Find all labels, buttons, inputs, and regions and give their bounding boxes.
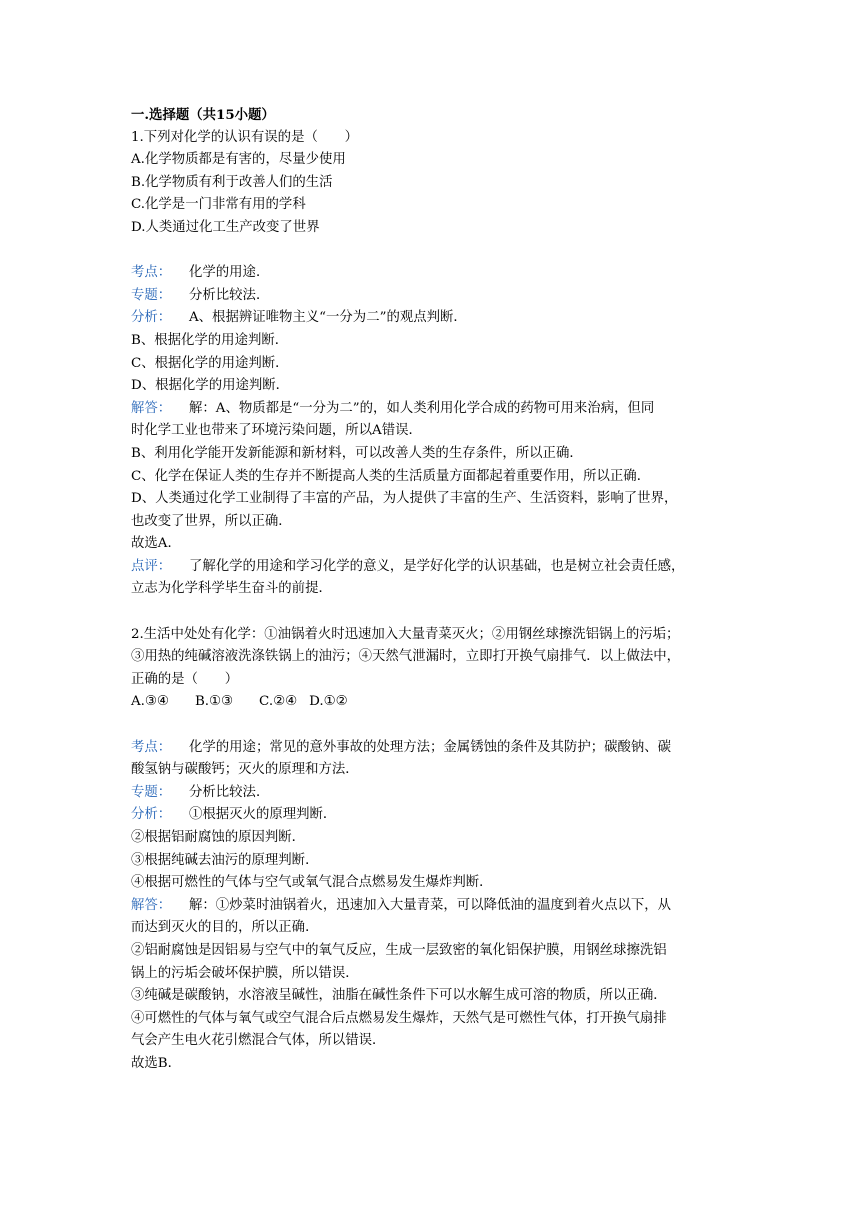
option-b: B.①③ <box>194 694 234 710</box>
fenxi-line: B、根据化学的用途判断． <box>131 332 289 348</box>
dianping-text: 了解化学的用途和学习化学的意义，是学好化学的认识基础，也是树立社会责任感， <box>189 558 685 574</box>
jieda-row <box>131 895 731 918</box>
jieda-line: 锅上的污垢会破坏保护膜，所以错误． <box>131 965 359 981</box>
jieda-line: 气会产生电火花引燃混合气体，所以错误． <box>131 1033 386 1049</box>
fenxi-line: ③根据纯碱去油污的原理判断． <box>131 852 319 868</box>
zhuanti-text: 分析比较法． <box>189 287 270 303</box>
option-d: D.①② <box>309 694 348 710</box>
question-stem: 1.下列对化学的认识有误的是（ ） <box>131 129 359 145</box>
zhuanti-label: 专题： <box>131 287 172 303</box>
zhuanti-label: 专题： <box>131 784 172 800</box>
option-a: A.化学物质都是有害的，尽量少使用 <box>131 152 346 168</box>
option-c: C.化学是一门非常有用的学科 <box>131 197 306 213</box>
fenxi-label: 分析： <box>131 807 172 823</box>
jieda-line: ②铝耐腐蚀是因铝易与空气中的氧气反应，生成一层致密的氧化铝保护膜，用钢丝球擦洗铝 <box>131 942 667 958</box>
fenxi-text: ①根据灭火的原理判断． <box>189 807 337 823</box>
kaodian-label: 考点： <box>131 739 172 755</box>
fenxi-row <box>131 804 731 827</box>
spacer <box>131 714 731 737</box>
option-b: B.化学物质有利于改善人们的生活 <box>131 174 333 190</box>
option-d: D.人类通过化工生产改变了世界 <box>131 219 320 235</box>
kaodian-row <box>131 262 731 285</box>
zhuanti-text: 分析比较法． <box>189 784 270 800</box>
question-stem: 2.生活中处处有化学：①油锅着火时迅速加入大量青菜灭火；②用钢丝球擦洗铝锅上的污垢； <box>131 626 680 642</box>
dianping-row <box>131 556 731 579</box>
jieda-label: 解答： <box>131 400 172 416</box>
kaodian-line: 酸氢钠与碳酸钙；灭火的原理和方法． <box>131 762 359 778</box>
jieda-line: C、化学在保证人类的生存并不断提高人类的生活质量方面都起着重要作用，所以正确． <box>131 468 651 484</box>
kaodian-text: 化学的用途；常见的意外事故的处理方法；金属锈蚀的条件及其防护；碳酸钠、碳 <box>189 739 672 755</box>
jieda-line: B、利用化学能开发新能源和新材料，可以改善人类的生存条件，所以正确． <box>131 445 583 461</box>
question-1 <box>131 127 731 601</box>
kaodian-row <box>131 737 731 760</box>
kaodian-label: 考点： <box>131 265 172 281</box>
option-c: C.②④ <box>259 694 298 710</box>
zhuanti-row <box>131 285 731 308</box>
fenxi-text: A、根据辨证唯物主义“一分为二”的观点判断． <box>189 310 467 326</box>
jieda-line: 时化学工业也带来了环境污染问题，所以A错误． <box>131 423 422 439</box>
fenxi-line: D、根据化学的用途判断． <box>131 378 290 394</box>
jieda-line: ④可燃性的气体与氧气或空气混合后点燃易发生爆炸，天然气是可燃性气体，打开换气扇排 <box>131 1010 667 1026</box>
jieda-text: 解：①炒菜时油锅着火，迅速加入大量青菜，可以降低油的温度到着火点以下，从 <box>189 897 672 913</box>
answer-line: 故选A． <box>131 536 181 552</box>
jieda-line: 而达到灭火的目的，所以正确． <box>131 920 319 936</box>
spacer <box>131 601 731 624</box>
question-stem: ③用热的纯碱溶液洗涤铁锅上的油污；④天然气泄漏时，立即打开换气扇排气．以上做法中， <box>131 649 681 665</box>
jieda-line: 也改变了世界，所以正确． <box>131 513 292 529</box>
section-title: 一.选择题（共15小题） <box>131 107 275 123</box>
zhuanti-row <box>131 782 731 805</box>
fenxi-line: ②根据铝耐腐蚀的原因判断． <box>131 830 306 845</box>
fenxi-row <box>131 307 731 330</box>
jieda-line: D、人类通过化学工业制得了丰富的产品，为人提供了丰富的生产、生活资料，影响了世界， <box>131 491 678 507</box>
jieda-row <box>131 398 731 421</box>
fenxi-line: ④根据可燃性的气体与空气或氧气混合点燃易发生爆炸判断． <box>131 875 493 891</box>
fenxi-line: C、根据化学的用途判断． <box>131 355 289 371</box>
option-a: A.③④ <box>131 694 169 710</box>
question-2 <box>131 624 731 1076</box>
kaodian-text: 化学的用途． <box>189 265 270 281</box>
fenxi-label: 分析： <box>131 310 172 326</box>
dianping-label: 点评： <box>131 558 172 574</box>
jieda-text: 解：A、物质都是“一分为二”的，如人类利用化学合成的药物可用来治病，但同 <box>189 400 655 416</box>
document-content <box>131 104 731 1076</box>
answer-line: 故选B． <box>131 1055 182 1071</box>
options-row <box>131 691 731 714</box>
jieda-line: ③纯碱是碳酸钠，水溶液呈碱性，油脂在碱性条件下可以水解生成可溶的物质，所以正确． <box>131 988 667 1004</box>
dianping-line: 立志为化学科学毕生奋斗的前提． <box>131 581 332 597</box>
jieda-label: 解答： <box>131 897 172 913</box>
question-stem: 正确的是（ ） <box>131 671 239 687</box>
spacer <box>131 240 731 263</box>
